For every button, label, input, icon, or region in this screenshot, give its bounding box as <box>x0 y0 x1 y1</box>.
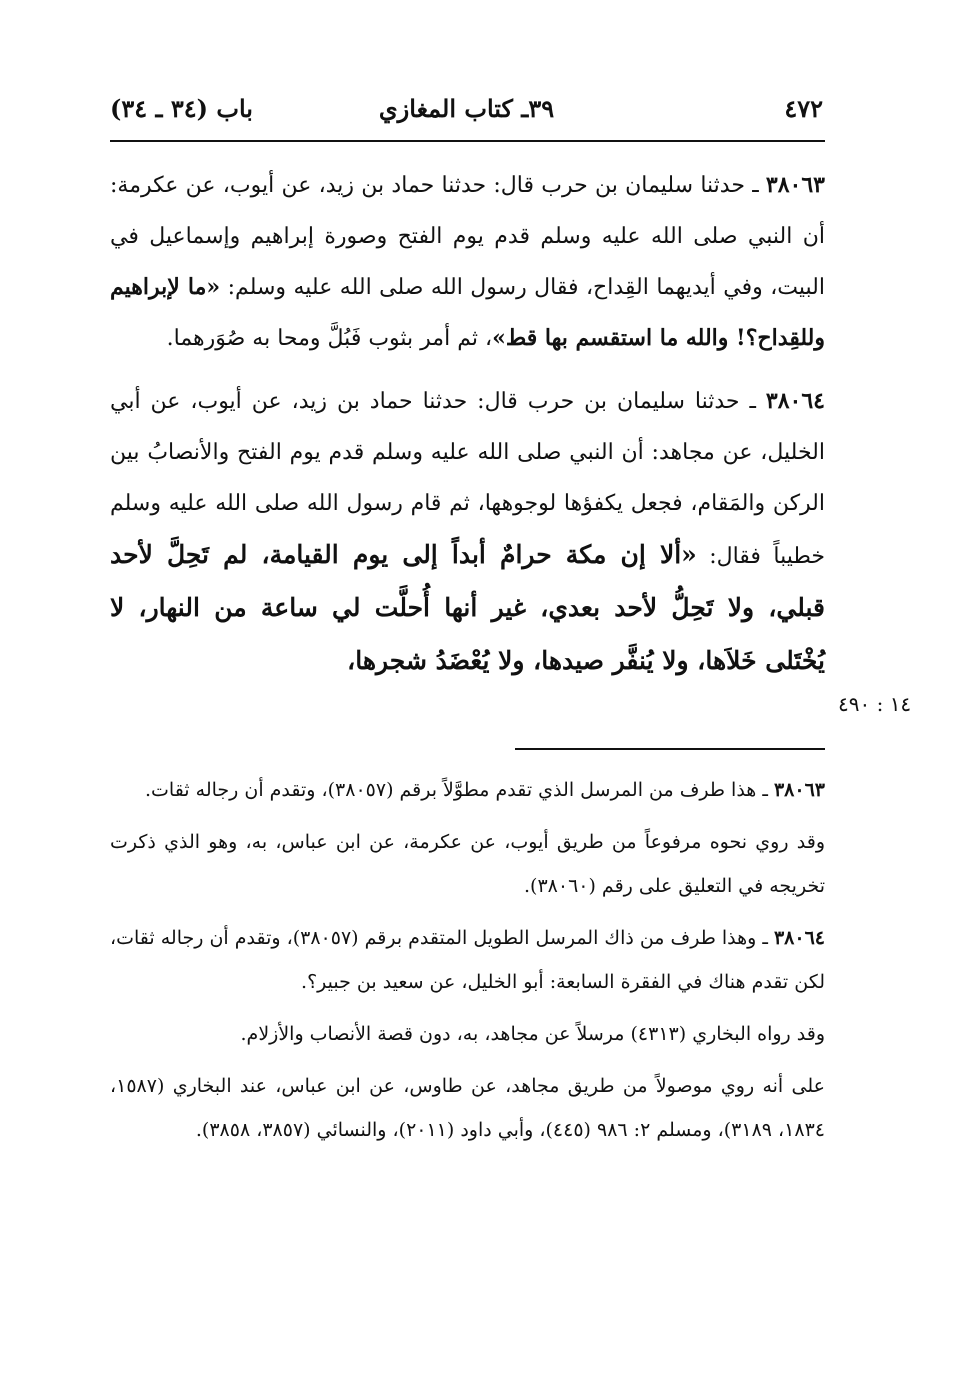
footnote-text: ـ هذا طرف من المرسل الذي تقدم مطوَّلاً برقم (٣٨٠٥٧)، وتقدم أن رجاله ثقات. <box>144 779 774 801</box>
page-header <box>110 88 823 136</box>
hadith-text: ـ حدثنا سليمان بن حرب قال: حدثنا حماد بن زيد، عن أيوب، عن عكرمة: أن النبي صلى الله عليه وسلم قدم يوم الفتح وصورة إبراهيم وإسماعيل في البيت، وفي أيديهما القِداح، فقال رسول الله صلى الله عليه وسلم: <box>110 173 825 300</box>
footnote-text: على أنه روي موصولاً من طريق مجاهد، عن طاوس، عن ابن عباس، عند البخاري (١٥٨٧، ١٨٣٤، ٣١٨٩)، ومسلم ٢: ٩٨٦ (٤٤٥)، وأبي داود (٢٠١١)، والنسائي (٣٨٥٧، ٣٨٥٨). <box>110 1075 825 1141</box>
margin-reference: ١٤ : ٤٩٠ <box>838 692 912 716</box>
footnote <box>110 1012 825 1056</box>
hadith-quote: «ما لإبراهيم وللقِداح؟! والله ما استقسم بها قط» <box>110 274 825 351</box>
page-number: ٤٧٢ <box>784 94 823 123</box>
footnote-number: ٣٨٠٦٣ <box>773 779 825 801</box>
footnote-text: ـ وهذا طرف من ذاك المرسل الطويل المتقدم برقم (٣٨٠٥٧)، وتقدم أن رجاله ثقات، لكن تقدم هناك في الفقرة السابعة: أبو الخليل، عن سعيد بن جبير؟. <box>110 927 825 993</box>
footnote-text: وقد روي نحوه مرفوعاً من طريق أيوب، عن عكرمة، عن ابن عباس، به، وهو الذي ذكرت تخريجه في التعليق على رقم (٣٨٠٦٠). <box>110 831 825 897</box>
main-text <box>110 160 825 700</box>
footnote <box>110 768 825 812</box>
footnote <box>110 916 825 1004</box>
hadith-number: ٣٨٠٦٣ <box>765 172 825 198</box>
hadith-number: ٣٨٠٦٤ <box>765 388 825 414</box>
hadith-text-after: ، ثم أمر بثوب فَبُلَّ ومحا به صُوَرهما. <box>166 326 493 351</box>
hadith-paragraph <box>110 160 825 364</box>
footnote-text: وقد رواه البخاري (٤٣١٣) مرسلاً عن مجاهد، به، دون قصة الأنصاب والأزلام. <box>240 1023 825 1045</box>
footnotes <box>110 768 825 1160</box>
hadith-quote: «ألا إن مكة حرامٌ أبداً إلى يوم القيامة، لم تَحِلَّ لأحد قبلي، ولا تَحِلُّ لأحد بعدي، غير أنها أُحلَّت لي ساعة من النهار، لا يُخْتَلى خَلاَها، ولا يُنفَّر صيدها، ولا يُعْضَدُ شجرها، <box>110 540 825 675</box>
hadith-text: ـ حدثنا سليمان بن حرب قال: حدثنا حماد بن زيد، عن أيوب، عن أبي الخليل، عن مجاهد: أن النبي صلى الله عليه وسلم قدم يوم الفتح والأنصابُ بين الركن والمَقام، فجعل يكفؤها لوجوهها، ثم قام رسول الله صلى الله عليه وسلم خطيباً فقال: <box>110 389 825 569</box>
footnote-number: ٣٨٠٦٤ <box>773 927 825 949</box>
footnote <box>110 820 825 908</box>
chapter-heading: باب (٣٤ ـ ٣٤) <box>110 94 253 123</box>
hadith-paragraph <box>110 376 825 688</box>
header-divider <box>110 140 825 142</box>
book-title: ٣٩ـ كتاب المغازي <box>378 94 555 123</box>
footnote-divider <box>515 748 825 750</box>
footnote <box>110 1064 825 1152</box>
